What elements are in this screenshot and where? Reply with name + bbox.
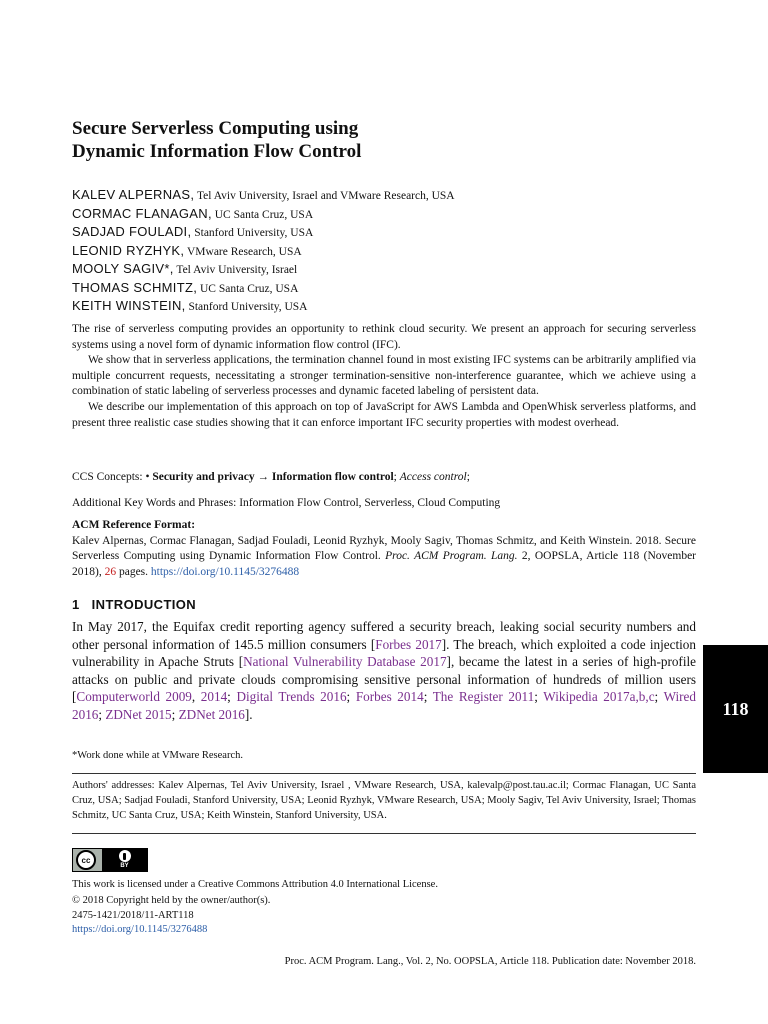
acm-reference-page-count[interactable]: 26 [104, 565, 117, 578]
abstract-paragraph-3: We describe our implementation of this approach on top of JavaScript for AWS Lambda and OpenWhisk serverless platforms, and present three realistic case studies showing that it can enforce important IFC security properties with modest overhead. [72, 400, 696, 429]
author-affiliation: UC Santa Cruz, USA [211, 208, 314, 221]
author-entry [72, 186, 672, 205]
citation-separator: ; [98, 706, 106, 722]
copyright-line: © 2018 Copyright held by the owner/author(s). [72, 895, 271, 906]
paper-title-line-2: Dynamic Information Flow Control [72, 141, 362, 162]
ccs-separator: ; [393, 471, 400, 483]
citation-link[interactable]: ZDNet 2015 [105, 706, 172, 722]
author-name: MOOLY SAGIV*, [72, 261, 174, 276]
introduction-paragraph [72, 618, 696, 724]
author-name: KEITH WINSTEIN, [72, 298, 186, 313]
citation-link[interactable]: Forbes 2014 [355, 689, 424, 705]
author-entry [72, 242, 672, 261]
copyright-block [72, 894, 270, 938]
author-entry [72, 260, 672, 279]
intro-text-segment: In May 2017, the Equifax credit reporting agency suffered a security breach, leaking social security numbers and other personal information of 145.5 million consumers [ [72, 619, 696, 652]
author-entry [72, 279, 672, 298]
license-statement: This work is licensed under a Creative Commons Attribution 4.0 International License. [72, 879, 438, 890]
paper-title [72, 117, 552, 163]
copyright-doi-link[interactable]: https://doi.org/10.1145/3276488 [72, 924, 208, 935]
footnote: *Work done while at VMware Research. [72, 750, 243, 761]
author-name: THOMAS SCHMITZ, [72, 279, 198, 295]
citation-separator: ; [346, 689, 356, 705]
author-addresses-text: Authors' addresses: Kalev Alpernas, Tel Aviv University, Israel , VMware Research, USA, kalevalp@post.tau.ac.il; Cormac Flanagan, UC Santa Cruz, USA; Sadjad Fouladi, Stanford University, USA; Leonid Ryzhyk, VMware Research, USA; Mooly Sagiv, Tel Aviv University, Israel; Thomas Schmitz, UC Santa Cruz, USA; Keith Winstein, Stanford University, USA. [72, 780, 696, 821]
intro-text-segment: ]. The breach, which exploited a code injection vulnerability in Apache Struts [ [72, 636, 696, 670]
author-affiliation: Tel Aviv University, Israel [173, 264, 298, 276]
citation-separator: ; [227, 689, 237, 705]
author-affiliation: Stanford University, USA [185, 301, 308, 313]
creative-commons-badge[interactable] [72, 848, 148, 872]
acm-reference-journal: Proc. ACM Program. Lang. [385, 550, 518, 563]
abstract-paragraph-2: We show that in serverless applications, the termination channel found in most existing IFC systems can be arbitrarily amplified via multiple concurrent requests, necessitating a stronger termination-sensitive non-interference guarantee, which we achieve using a combination of static labeling of serverless processes and dynamic faceted labeling of persistent data. [72, 354, 696, 398]
ccs-concepts [72, 470, 696, 486]
citation-separator: ; [171, 706, 179, 722]
citation-link[interactable]: ZDNet 2016 [178, 706, 245, 722]
author-name: LEONID RYZHYK, [72, 242, 185, 258]
cc-icon-text: cc [81, 855, 91, 865]
citation-link[interactable]: Wired 2016 [72, 689, 696, 722]
abstract [72, 322, 696, 431]
acm-reference-doi-link[interactable]: https://doi.org/10.1145/3276488 [150, 565, 300, 578]
intro-text-segment: ]. [244, 706, 253, 722]
publication-info: Proc. ACM Program. Lang., Vol. 2, No. OOPSLA, Article 118. Publication date: November 2018. [284, 956, 696, 967]
ccs-prefix: CCS Concepts: • [72, 471, 153, 483]
citation-link[interactable]: Wikipedia 2017a,b,c [543, 689, 655, 705]
citation-separator: ; [423, 689, 433, 705]
ccs-end: ; [466, 471, 470, 483]
author-entry [72, 205, 672, 224]
author-name: SADJAD FOULADI, [72, 224, 192, 239]
issn-line: 2475-1421/2018/11-ART118 [72, 909, 194, 921]
citation-link[interactable]: The Register 2011 [432, 689, 535, 705]
attribution-icon [102, 849, 147, 871]
acm-reference-text [72, 534, 696, 581]
citation-separator: ; [654, 689, 664, 705]
author-affiliation: UC Santa Cruz, USA [197, 282, 299, 295]
author-entry [72, 297, 672, 316]
citation-separator: , [191, 689, 201, 705]
intro-text-segment: ], became the latest in a series of high-profile attacks on public and private clouds compromising sensitive personal information of hundreds of million users [ [72, 654, 697, 705]
author-list [72, 186, 672, 316]
citation-link[interactable]: National Vulnerability Database 2017 [243, 654, 447, 670]
paper-title-line-1: Secure Serverless Computing using [72, 118, 359, 139]
section-title: INTRODUCTION [91, 597, 197, 612]
citation-separator: ; [534, 689, 544, 705]
ccs-primary-concept: Security and privacy → Information flow control [152, 471, 394, 483]
author-name: CORMAC FLANAGAN, [72, 205, 212, 221]
keywords: Additional Key Words and Phrases: Information Flow Control, Serverless, Cloud Computing [72, 497, 501, 509]
author-name: KALEV ALPERNAS, [72, 187, 195, 202]
author-affiliation: VMware Research, USA [184, 245, 302, 258]
section-heading [72, 597, 196, 612]
article-number-tab [703, 645, 768, 773]
divider [72, 833, 696, 834]
person-icon [119, 850, 131, 862]
article-number: 118 [722, 698, 749, 719]
citation-link[interactable]: Forbes 2017 [375, 636, 442, 652]
author-addresses [72, 778, 696, 823]
author-entry [72, 223, 672, 242]
cc-icon [76, 850, 96, 870]
acm-reference [72, 518, 696, 580]
citation-link[interactable]: Digital Trends 2016 [236, 689, 347, 705]
divider [72, 773, 696, 774]
acm-reference-pages-word: pages. [116, 565, 151, 578]
section-number: 1 [72, 597, 80, 612]
acm-reference-citation: Kalev Alpernas, Cormac Flanagan, Sadjad Fouladi, Leonid Ryzhyk, Mooly Sagiv, Thomas Schmitz, and Keith Winstein. 2018. Secure Serverless Computing using Dynamic Information Flow Control. [72, 534, 696, 563]
by-label: BY [120, 863, 129, 869]
author-affiliation: Stanford University, USA [191, 227, 314, 239]
author-affiliation: Tel Aviv University, Israel and VMware Research, USA [194, 190, 455, 202]
citation-link[interactable]: Computerworld 2009 [76, 689, 192, 705]
ccs-secondary-concept: Access control [399, 471, 467, 483]
citation-link[interactable]: 2014 [200, 689, 228, 705]
acm-reference-details: 2, OOPSLA, Article 118 (November 2018), [72, 550, 697, 578]
introduction-text [72, 618, 696, 724]
acm-reference-heading: ACM Reference Format: [72, 519, 196, 531]
abstract-paragraph-1: The rise of serverless computing provides an opportunity to rethink cloud security. We present an approach for securing serverless systems using a novel form of dynamic information flow control (IFC). [72, 323, 696, 351]
